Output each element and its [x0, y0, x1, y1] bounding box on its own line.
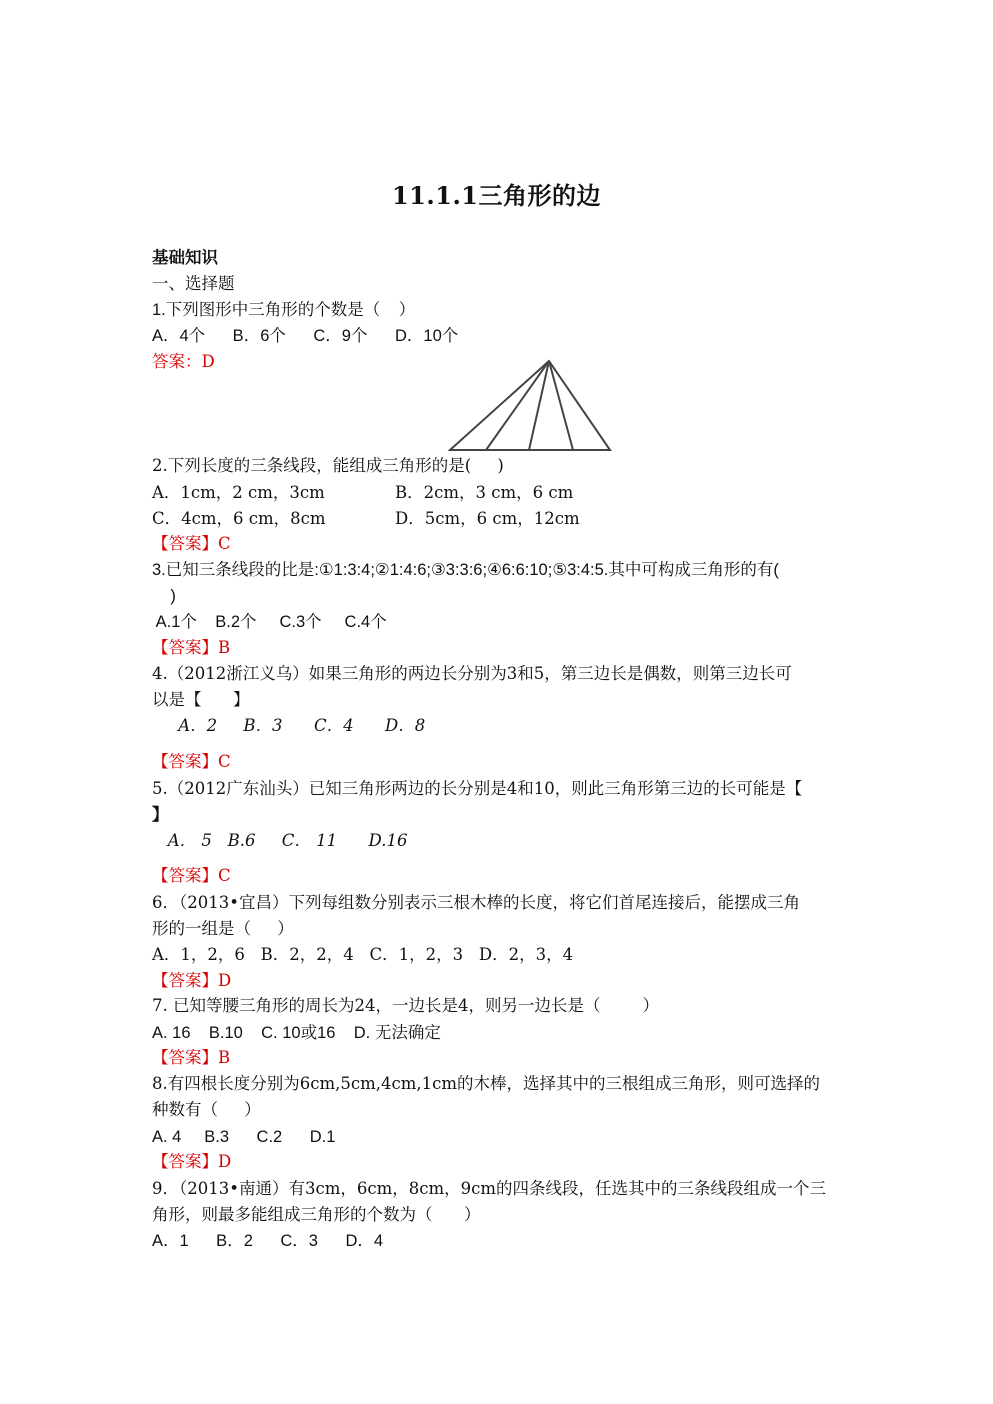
question-7-options: A. 16 B.10 C. 10或16 D. 无法确定 — [152, 1024, 441, 1042]
question-4-options: A．2 B．3 C．4 D．8 — [152, 716, 426, 735]
question-6-stem-cont: 形的一组是（ ） — [152, 919, 294, 938]
question-2-option-b: B．2cm，3 cm，6 cm — [395, 483, 574, 502]
question-3-stem-cont: ) — [152, 587, 176, 605]
page-title: 11.1.1三角形的边 — [391, 181, 601, 210]
question-4-stem: 4.（2012浙江义乌）如果三角形的两边长分别为3和5，第三边长是偶数，则第三边长可 — [152, 664, 792, 683]
question-7-answer: 【答案】B — [152, 1048, 231, 1067]
question-9-stem-cont: 角形，则最多能组成三角形的个数为（ ） — [152, 1205, 481, 1224]
question-6-options: A．1，2，6 B．2，2，4 C．1，2，3 D．2，3，4 — [152, 945, 574, 964]
question-2-stem: 2.下列长度的三条线段，能组成三角形的是( ) — [152, 456, 504, 475]
question-6-answer: 【答案】D — [152, 971, 232, 990]
triangle-figure — [448, 358, 612, 452]
question-8-answer: 【答案】D — [152, 1152, 232, 1171]
question-5-answer: 【答案】C — [152, 866, 231, 885]
question-5-options: A． 5 B.6 C． 11 D.16 — [152, 831, 408, 850]
question-5-stem: 5.（2012广东汕头）已知三角形两边的长分别是4和10，则此三角形第三边的长可能是【 — [152, 779, 803, 798]
section-heading: 基础知识 — [152, 248, 218, 267]
question-6-stem: 6．（2013•宜昌）下列每组数分别表示三根木棒的长度，将它们首尾连接后，能摆成三角 — [152, 893, 800, 912]
question-2-option-a: A．1cm，2 cm，3cm — [152, 483, 325, 502]
question-9-options: A．1 B．2 C．3 D．4 — [152, 1232, 384, 1250]
question-8-stem-cont: 种数有（ ） — [152, 1100, 261, 1119]
question-4-answer: 【答案】C — [152, 752, 231, 771]
question-5-stem-cont: 】 — [152, 805, 169, 824]
question-2-option-d: D．5cm，6 cm，12cm — [395, 509, 580, 528]
question-4-stem-cont: 以是【 】 — [152, 690, 250, 709]
question-3-options: A.1个 B.2个 C.3个 C.4个 — [152, 613, 387, 631]
question-2-option-c: C．4cm，6 cm，8cm — [152, 509, 326, 528]
question-3-answer: 【答案】B — [152, 638, 231, 657]
inner-line-3 — [549, 361, 573, 450]
question-8-stem: 8.有四根长度分别为6cm,5cm,4cm,1cm的木棒，选择其中的三根组成三角形，则可选择的 — [152, 1074, 821, 1093]
question-3-stem: 3.已知三条线段的比是:①1:3:4;②1:4:6;③3:3:6;④6:6:10;⑤3:4:5.其中可构成三角形的有( — [152, 561, 779, 579]
outer-triangle — [450, 361, 610, 450]
part-heading: 一、选择题 — [152, 274, 235, 293]
question-9-stem: 9．（2013•南通）有3cm，6cm，8cm，9cm的四条线段，任选其中的三条线段组成一个三 — [152, 1179, 827, 1198]
question-1-stem: 1.下列图形中三角形的个数是（ ） — [152, 301, 416, 319]
question-8-options: A. 4 B.3 C.2 D.1 — [152, 1128, 336, 1146]
question-7-stem: 7. 已知等腰三角形的周长为24，一边长是4，则另一边长是（ ） — [152, 996, 659, 1015]
question-2-answer: 【答案】C — [152, 534, 231, 553]
question-1-answer: 答案：D — [152, 352, 215, 371]
question-1-options: A．4个 B．6个 C．9个 D．10个 — [152, 327, 459, 345]
